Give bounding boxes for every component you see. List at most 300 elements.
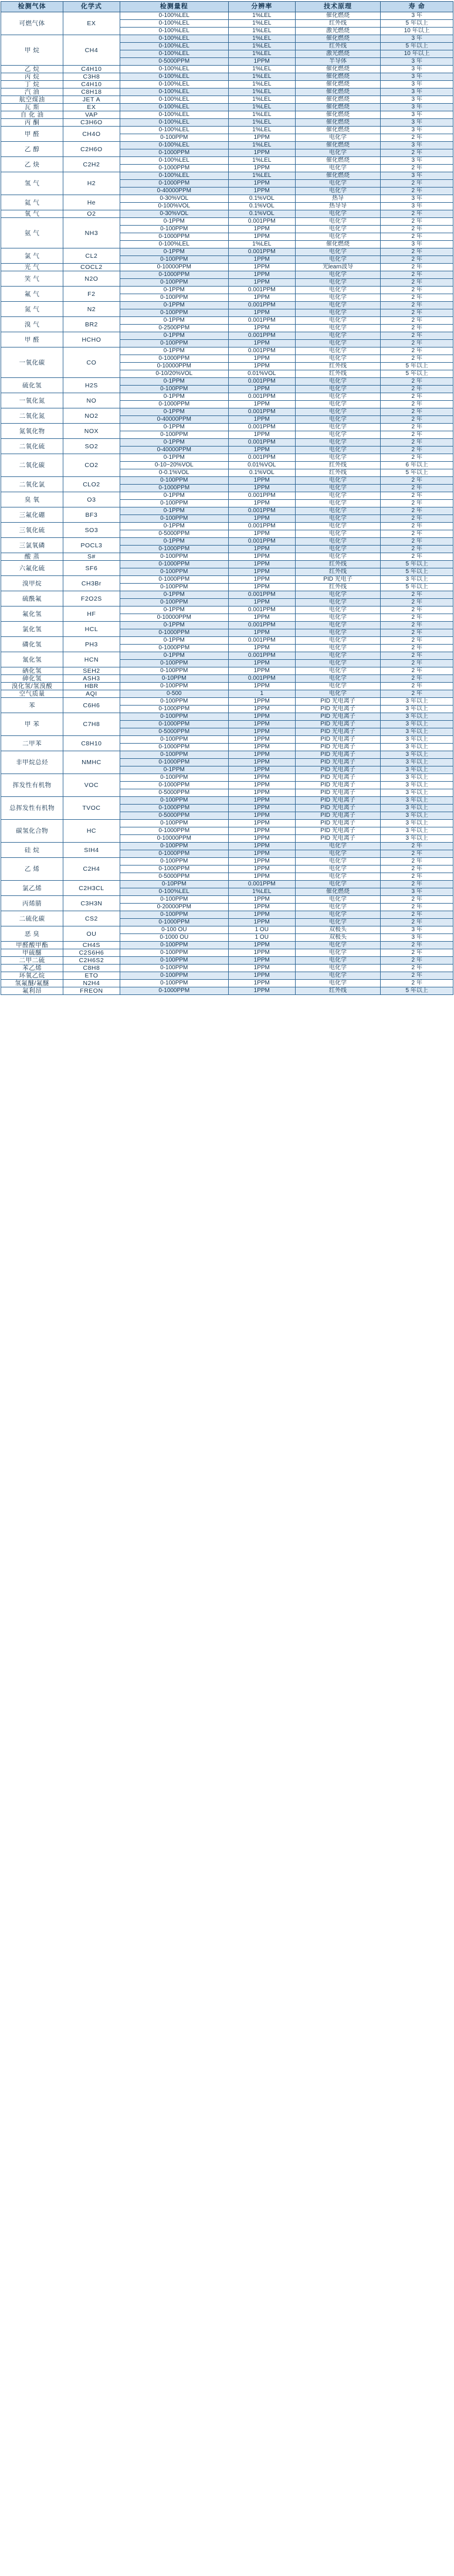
cell-formula: COCL2 <box>63 264 120 271</box>
cell-range: 0-1000PPM <box>120 546 228 553</box>
cell-lifetime: 2 年 <box>381 683 453 690</box>
cell-lifetime: 2 年 <box>381 843 453 850</box>
cell-lifetime: 3 年以上 <box>381 698 453 706</box>
cell-lifetime: 2 年 <box>381 515 453 523</box>
cell-resolution: 1PPM <box>228 866 295 873</box>
cell-lifetime: 5 年以上 <box>381 561 453 568</box>
cell-technology: 电化学 <box>295 873 381 881</box>
cell-resolution: 1PPM <box>228 530 295 538</box>
cell-range: 0-1000PPM <box>120 629 228 637</box>
cell-lifetime: 2 年 <box>381 911 453 919</box>
cell-formula: C2H2 <box>63 157 120 172</box>
cell-range: 0-10000PPM <box>120 835 228 843</box>
cell-lifetime: 2 年 <box>381 408 453 416</box>
cell-formula: CH4S <box>63 942 120 949</box>
cell-gas-name: 氨 气 <box>1 218 63 248</box>
cell-resolution: 1PPM <box>228 766 295 774</box>
cell-technology: 催化燃烧 <box>295 35 381 43</box>
cell-technology: 红外线 <box>295 43 381 50</box>
cell-lifetime: 3 年以上 <box>381 728 453 736</box>
cell-lifetime: 2 年 <box>381 248 453 256</box>
table-row <box>1 591 453 599</box>
cell-lifetime: 2 年 <box>381 401 453 408</box>
cell-technology: 电化学 <box>295 332 381 340</box>
cell-gas-name: 氦 气 <box>1 195 63 210</box>
cell-resolution: 1PPM <box>228 698 295 706</box>
cell-lifetime: 2 年 <box>381 492 453 500</box>
cell-gas-name: 氯 气 <box>1 248 63 264</box>
cell-range: 0-10000PPM <box>120 363 228 370</box>
cell-lifetime: 2 年 <box>381 896 453 904</box>
cell-resolution: 1PPM <box>228 873 295 881</box>
cell-technology: 红外线 <box>295 462 381 469</box>
cell-resolution: 1PPM <box>228 904 295 911</box>
cell-formula: POCL3 <box>63 538 120 553</box>
cell-gas-name: 三氧化硫 <box>1 523 63 538</box>
cell-range: 0-5000PPM <box>120 728 228 736</box>
cell-lifetime: 2 年 <box>381 149 453 157</box>
cell-resolution: 1PPM <box>228 485 295 492</box>
cell-gas-name: 氰化氢 <box>1 652 63 667</box>
cell-resolution: 1%LEL <box>228 241 295 248</box>
table-row <box>1 713 453 721</box>
cell-technology: 红外线 <box>295 370 381 378</box>
cell-range: 0-1PPM <box>120 538 228 546</box>
cell-resolution: 1PPM <box>228 850 295 858</box>
cell-resolution: 1PPM <box>228 309 295 317</box>
cell-lifetime: 2 年 <box>381 180 453 188</box>
cell-gas-name: 磷化氢 <box>1 637 63 652</box>
cell-resolution: 1%LEL <box>228 12 295 20</box>
cell-range: 0-1PPM <box>120 408 228 416</box>
cell-lifetime: 3 年 <box>381 96 453 104</box>
table-row <box>1 561 453 568</box>
cell-lifetime: 2 年 <box>381 226 453 233</box>
cell-gas-name: 硒化氢 <box>1 667 63 675</box>
table-row <box>1 538 453 546</box>
cell-resolution: 1%LEL <box>228 111 295 119</box>
cell-resolution: 1PPM <box>228 942 295 949</box>
table-row <box>1 957 453 965</box>
cell-range: 0-100PPM <box>120 515 228 523</box>
cell-formula: C2H6S2 <box>63 957 120 965</box>
cell-formula: C2S6H6 <box>63 949 120 957</box>
cell-technology: 电化学 <box>295 340 381 347</box>
cell-technology: 催化燃烧 <box>295 96 381 104</box>
cell-technology: 电化学 <box>295 279 381 287</box>
cell-lifetime: 2 年 <box>381 881 453 888</box>
cell-range: 0-1000PPM <box>120 576 228 584</box>
cell-lifetime: 2 年 <box>381 614 453 622</box>
table-row <box>1 66 453 73</box>
cell-range: 0-100%LEL <box>120 96 228 104</box>
cell-range: 0-1000PPM <box>120 805 228 812</box>
cell-range: 0-100%LEL <box>120 73 228 81</box>
cell-technology: 电化学 <box>295 248 381 256</box>
cell-range: 0-1000PPM <box>120 866 228 873</box>
cell-lifetime: 2 年 <box>381 325 453 332</box>
cell-gas-name: 溴甲烷 <box>1 576 63 591</box>
table-row <box>1 797 453 805</box>
cell-resolution: 1PPM <box>228 858 295 866</box>
cell-technology: 电化学 <box>295 477 381 485</box>
cell-lifetime: 3 年 <box>381 142 453 149</box>
cell-gas-name: 氢氟醚/氟醚 <box>1 980 63 987</box>
cell-range: 0-1PPM <box>120 378 228 386</box>
table-row <box>1 576 453 584</box>
cell-range: 0-30%VOL <box>120 210 228 218</box>
cell-resolution: 1%LEL <box>228 50 295 58</box>
cell-technology: 电化学 <box>295 972 381 980</box>
cell-resolution: 1%LEL <box>228 28 295 35</box>
cell-lifetime: 2 年 <box>381 965 453 972</box>
cell-range: 0-100PPM <box>120 386 228 393</box>
cell-lifetime: 2 年 <box>381 347 453 355</box>
cell-gas-name: 臭 氧 <box>1 492 63 507</box>
table-row <box>1 218 453 226</box>
table-row <box>1 157 453 165</box>
cell-lifetime: 2 年 <box>381 340 453 347</box>
cell-range: 0-1PPM <box>120 218 228 226</box>
cell-technology: 电化学 <box>295 309 381 317</box>
cell-formula: HC <box>63 820 120 843</box>
cell-range: 0-100PPM <box>120 553 228 561</box>
cell-lifetime: 2 年 <box>381 439 453 447</box>
cell-formula: F2O2S <box>63 591 120 606</box>
cell-lifetime: 2 年 <box>381 667 453 675</box>
cell-formula: CS2 <box>63 911 120 926</box>
cell-technology: 红外线 <box>295 469 381 477</box>
cell-technology: 电化学 <box>295 515 381 523</box>
cell-technology: 电化学 <box>295 401 381 408</box>
cell-technology: 催化燃烧 <box>295 119 381 127</box>
cell-technology: 电化学 <box>295 637 381 645</box>
cell-lifetime: 2 年 <box>381 538 453 546</box>
cell-resolution: 1PPM <box>228 911 295 919</box>
cell-lifetime: 3 年以上 <box>381 789 453 797</box>
cell-resolution: 1PPM <box>228 728 295 736</box>
table-row <box>1 73 453 81</box>
cell-range: 0-100PPM <box>120 774 228 782</box>
cell-gas-name: 笑 气 <box>1 271 63 287</box>
cell-gas-name: 二氧化碳 <box>1 454 63 477</box>
cell-lifetime: 2 年 <box>381 271 453 279</box>
cell-resolution: 1%LEL <box>228 172 295 180</box>
cell-technology: 电化学 <box>295 652 381 660</box>
gas-specification-table <box>1 1 453 995</box>
table-row <box>1 454 453 462</box>
cell-technology: 红外线 <box>295 568 381 576</box>
cell-resolution: 1PPM <box>228 226 295 233</box>
cell-technology: 电化学 <box>295 942 381 949</box>
cell-range: 0-1PPM <box>120 287 228 294</box>
cell-resolution: 1PPM <box>228 180 295 188</box>
cell-range: 0-100PPM <box>120 477 228 485</box>
cell-technology: 热导导 <box>295 203 381 210</box>
cell-range: 0-1PPM <box>120 424 228 431</box>
cell-range: 0-1000PPM <box>120 827 228 835</box>
cell-formula: C4H10 <box>63 66 120 73</box>
cell-resolution: 1PPM <box>228 835 295 843</box>
cell-lifetime: 2 年 <box>381 500 453 507</box>
cell-resolution: 1PPM <box>228 827 295 835</box>
cell-range: 0-100PPM <box>120 911 228 919</box>
cell-gas-name: 乙 醇 <box>1 142 63 157</box>
cell-resolution: 1%LEL <box>228 43 295 50</box>
cell-range: 0-100PPM <box>120 980 228 987</box>
cell-lifetime: 2 年 <box>381 866 453 873</box>
cell-lifetime: 3 年以上 <box>381 812 453 820</box>
cell-lifetime: 3 年 <box>381 926 453 934</box>
cell-formula: S# <box>63 553 120 561</box>
cell-resolution: 1PPM <box>228 386 295 393</box>
cell-gas-name: 砷化氢 <box>1 675 63 683</box>
cell-range: 0-5000PPM <box>120 873 228 881</box>
cell-resolution: 1PPM <box>228 546 295 553</box>
cell-lifetime: 3 年 <box>381 66 453 73</box>
cell-formula: SO2 <box>63 439 120 454</box>
table-row <box>1 248 453 256</box>
table-row <box>1 926 453 934</box>
cell-resolution: 1PPM <box>228 447 295 454</box>
cell-lifetime: 2 年 <box>381 591 453 599</box>
cell-lifetime: 2 年 <box>381 431 453 439</box>
cell-technology: 电化学 <box>295 294 381 302</box>
cell-technology: 电化学 <box>295 629 381 637</box>
cell-technology: 电化学 <box>295 188 381 195</box>
cell-gas-name: 甲 苯 <box>1 713 63 736</box>
cell-range: 0-100PPM <box>120 896 228 904</box>
cell-lifetime: 3 年 <box>381 35 453 43</box>
cell-technology: 催化燃烧 <box>295 88 381 96</box>
cell-gas-name: 二甲苯 <box>1 736 63 751</box>
cell-range: 0-100PPM <box>120 599 228 606</box>
cell-range: 0-1000PPM <box>120 355 228 363</box>
cell-formula: SO3 <box>63 523 120 538</box>
cell-gas-name: 甲醛酸甲酯 <box>1 942 63 949</box>
cell-resolution: 1PPM <box>228 416 295 424</box>
cell-technology: PID 光电离子 <box>295 797 381 805</box>
cell-formula: HF <box>63 606 120 622</box>
cell-range: 0-100%LEL <box>120 119 228 127</box>
cell-technology: 催化燃烧 <box>295 66 381 73</box>
cell-lifetime: 5 年以上 <box>381 43 453 50</box>
cell-lifetime: 3 年以上 <box>381 805 453 812</box>
cell-range: 0-100PPM <box>120 965 228 972</box>
cell-technology: 电化学 <box>295 325 381 332</box>
cell-lifetime: 2 年 <box>381 957 453 965</box>
cell-range: 0-1000PPM <box>120 987 228 995</box>
cell-technology: 电化学 <box>295 949 381 957</box>
cell-resolution: 1%LEL <box>228 66 295 73</box>
cell-formula: CLO2 <box>63 477 120 492</box>
cell-formula: C8H8 <box>63 965 120 972</box>
cell-resolution: 0.001PPM <box>228 507 295 515</box>
cell-technology: 催化燃烧 <box>295 111 381 119</box>
cell-resolution: 1PPM <box>228 774 295 782</box>
cell-range: 0-100PPM <box>120 683 228 690</box>
cell-gas-name: 乙 烯 <box>1 858 63 881</box>
cell-lifetime: 3 年以上 <box>381 713 453 721</box>
table-row <box>1 287 453 294</box>
cell-range: 0-1000PPM <box>120 850 228 858</box>
cell-formula: N2H4 <box>63 980 120 987</box>
cell-technology: 激光燃烧 <box>295 28 381 35</box>
cell-range: 0-1000PPM <box>120 271 228 279</box>
cell-range: 0-10000PPM <box>120 614 228 622</box>
cell-range: 0-100PPM <box>120 972 228 980</box>
cell-lifetime: 3 年以上 <box>381 782 453 789</box>
cell-range: 0-100%LEL <box>120 81 228 88</box>
cell-resolution: 1PPM <box>228 561 295 568</box>
cell-formula: SEH2 <box>63 667 120 675</box>
cell-formula: NMHC <box>63 751 120 774</box>
cell-resolution: 1PPM <box>228 271 295 279</box>
cell-gas-name: 氢 气 <box>1 172 63 195</box>
cell-resolution: 1%LEL <box>228 35 295 43</box>
cell-range: 0-1PPM <box>120 637 228 645</box>
cell-lifetime: 2 年 <box>381 637 453 645</box>
cell-gas-name: 硫酰氟 <box>1 591 63 606</box>
cell-range: 0-2500PPM <box>120 325 228 332</box>
cell-lifetime: 2 年 <box>381 675 453 683</box>
cell-gas-name: 甲 醛 <box>1 127 63 142</box>
cell-range: 0-40000PPM <box>120 447 228 454</box>
cell-technology: 光learn波导 <box>295 264 381 271</box>
cell-gas-name: 苯乙烯 <box>1 965 63 972</box>
cell-resolution: 0.001PPM <box>228 675 295 683</box>
cell-resolution: 1PPM <box>228 233 295 241</box>
table-row <box>1 911 453 919</box>
cell-gas-name: 丁 烷 <box>1 81 63 88</box>
cell-technology: 电化学 <box>295 149 381 157</box>
cell-lifetime: 3 年 <box>381 157 453 165</box>
cell-range: 0-1000PPM <box>120 401 228 408</box>
cell-technology: 电化学 <box>295 622 381 629</box>
cell-resolution: 1PPM <box>228 736 295 744</box>
cell-technology: 电化学 <box>295 675 381 683</box>
cell-technology: PID 光电离子 <box>295 698 381 706</box>
cell-lifetime: 3 年以上 <box>381 744 453 751</box>
cell-lifetime: 3 年以上 <box>381 827 453 835</box>
cell-gas-name: 总挥发性有机物 <box>1 797 63 820</box>
cell-resolution: 0.001PPM <box>228 538 295 546</box>
table-row <box>1 949 453 957</box>
cell-resolution: 1PPM <box>228 957 295 965</box>
cell-technology: 红外线 <box>295 987 381 995</box>
cell-gas-name: 乙 炔 <box>1 157 63 172</box>
table-row <box>1 606 453 614</box>
cell-technology: PID 光电离子 <box>295 812 381 820</box>
cell-resolution: 0.001PPM <box>228 332 295 340</box>
cell-technology: 热导 <box>295 195 381 203</box>
cell-technology: 电化学 <box>295 843 381 850</box>
cell-lifetime: 3 年以上 <box>381 721 453 728</box>
cell-resolution: 1PPM <box>228 264 295 271</box>
cell-resolution: 1PPM <box>228 134 295 142</box>
cell-technology: 电化学 <box>295 599 381 606</box>
cell-technology: PID 光电离子 <box>295 721 381 728</box>
cell-range: 0-100PPM <box>120 751 228 759</box>
cell-range: 0-10PPM <box>120 881 228 888</box>
cell-range: 0-100%LEL <box>120 12 228 20</box>
cell-gas-name: 二氧化硫 <box>1 439 63 454</box>
cell-gas-name: 氟利昂 <box>1 987 63 995</box>
cell-lifetime: 2 年 <box>381 507 453 515</box>
cell-technology: PID 光电离子 <box>295 782 381 789</box>
cell-technology: 电化学 <box>295 965 381 972</box>
cell-range: 0-100PPM <box>120 584 228 591</box>
cell-lifetime: 3 年 <box>381 195 453 203</box>
cell-resolution: 1PPM <box>228 683 295 690</box>
cell-range: 0-100PPM <box>120 713 228 721</box>
cell-lifetime: 3 年 <box>381 203 453 210</box>
cell-formula: NO2 <box>63 408 120 424</box>
cell-gas-name: 丙 烷 <box>1 73 63 81</box>
cell-formula: CH3Br <box>63 576 120 591</box>
cell-technology: 电化学 <box>295 606 381 614</box>
cell-technology: 催化燃烧 <box>295 81 381 88</box>
cell-lifetime: 2 年 <box>381 485 453 492</box>
cell-range: 0-1PPM <box>120 507 228 515</box>
cell-lifetime: 2 年 <box>381 279 453 287</box>
cell-technology: 红外线 <box>295 584 381 591</box>
cell-gas-name: 挥发性有机物 <box>1 774 63 797</box>
cell-technology: 催化燃烧 <box>295 888 381 896</box>
cell-gas-name: 恶 臭 <box>1 926 63 942</box>
cell-resolution: 1PPM <box>228 713 295 721</box>
cell-range: 0-1000PPM <box>120 706 228 713</box>
cell-lifetime: 2 年 <box>381 264 453 271</box>
table-row <box>1 523 453 530</box>
cell-formula: SIH4 <box>63 843 120 858</box>
cell-range: 0-100PPM <box>120 843 228 850</box>
cell-resolution: 0.001PPM <box>228 378 295 386</box>
cell-formula: NO <box>63 393 120 408</box>
cell-resolution: 0.001PPM <box>228 523 295 530</box>
cell-range: 0-1PPM <box>120 523 228 530</box>
cell-gas-name: 溴化氢/氢溴酸 <box>1 683 63 690</box>
cell-range: 0-100PPM <box>120 226 228 233</box>
cell-range: 0-100%LEL <box>120 35 228 43</box>
cell-lifetime: 2 年 <box>381 294 453 302</box>
cell-range: 0-1PPM <box>120 652 228 660</box>
cell-technology: 电化学 <box>295 485 381 492</box>
cell-formula: C2H4 <box>63 858 120 881</box>
cell-lifetime: 2 年 <box>381 256 453 264</box>
table-row <box>1 652 453 660</box>
cell-resolution: 0.001PPM <box>228 492 295 500</box>
cell-range: 0-5000PPM <box>120 812 228 820</box>
cell-range: 0-100%LEL <box>120 241 228 248</box>
cell-lifetime: 2 年 <box>381 287 453 294</box>
cell-range: 0-1000PPM <box>120 149 228 157</box>
cell-range: 0-100PPM <box>120 660 228 667</box>
table-row <box>1 553 453 561</box>
cell-resolution: 1PPM <box>228 188 295 195</box>
cell-technology: 电化学 <box>295 591 381 599</box>
cell-technology: 电化学 <box>295 302 381 309</box>
cell-formula: SF6 <box>63 561 120 576</box>
cell-lifetime: 2 年 <box>381 546 453 553</box>
cell-technology: 电化学 <box>295 850 381 858</box>
table-header <box>1 2 453 12</box>
cell-lifetime: 3 年以上 <box>381 820 453 827</box>
cell-range: 0-100PPM <box>120 256 228 264</box>
cell-gas-name: 氮氧化物 <box>1 424 63 439</box>
column-header-resolution: 分辨率 <box>228 2 295 12</box>
cell-lifetime: 2 年 <box>381 210 453 218</box>
